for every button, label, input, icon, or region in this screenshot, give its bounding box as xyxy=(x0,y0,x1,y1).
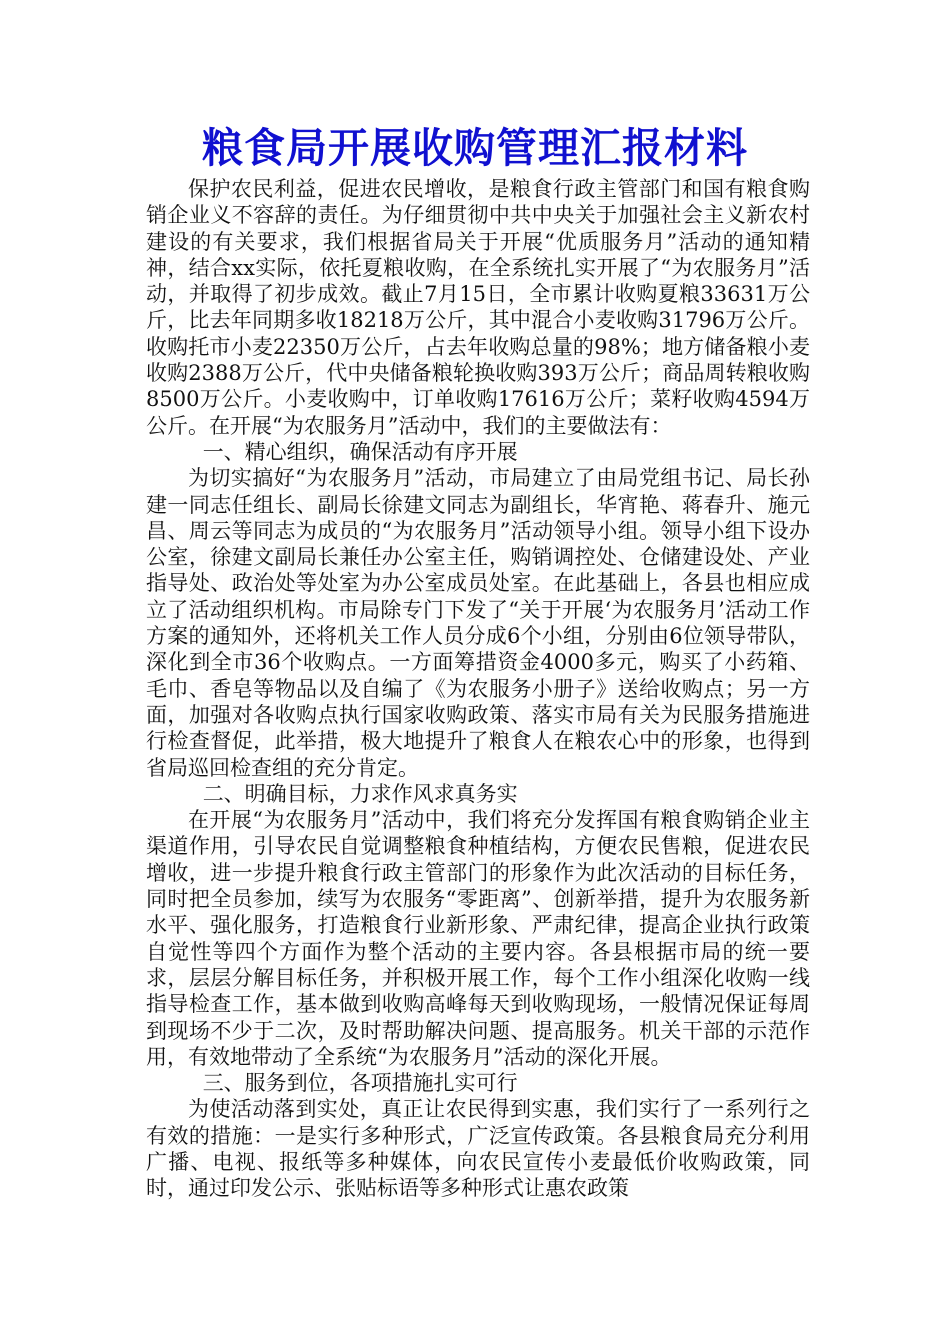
intro-paragraph: 保护农民利益，促进农民增收，是粮食行政主管部门和国有粮食购销企业义不容辞的责任。为仔细贯彻中共中央关于加强社会主义新农村建设的有关要求，我们根据省局关于开展“优质服务月”活动的通知精神，结合xx实际，依托夏粮收购，在全系统扎实开展了“为农服务月”活动，并取得了初步成效。截止7月15日，全市累计收购夏粮33631万公斤，比去年同期多收18218万公斤，其中混合小麦收购31796万公斤。收购托市小麦22350万公斤，占去年收购总量的98%；地方储备粮小麦收购2388万公斤，代中央储备粮轮换收购393万公斤；商品周转粮收购8500万公斤。小麦收购中，订单收购17616万公斤；菜籽收购4594万公斤。在开展“为农服务月”活动中，我们的主要做法有： xyxy=(146,177,810,438)
section-2-paragraph: 在开展“为农服务月”活动中，我们将充分发挥国有粮食购销企业主渠道作用，引导农民自觉调整粮食种植结构，方便农民售粮，促进农民增收，进一步提升粮食行政主管部门的形象作为此次活动的目标任务，同时把全员参加，续写为农服务“零距离”、创新举措，提升为农服务新水平、强化服务，打造粮食行业新形象、严肃纪律，提高企业执行政策自觉性等四个方面作为整个活动的主要内容。各县根据市局的统一要求，层层分解目标任务，并积极开展工作，每个工作小组深化收购一线指导检查工作，基本做到收购高峰每天到收购现场，一般情况保证每周到现场不少于二次，及时帮助解决问题、提高服务。机关干部的示范作用，有效地带动了全系统“为农服务月”活动的深化开展。 xyxy=(146,808,810,1069)
document-body xyxy=(146,176,810,1202)
document-title: 粮食局开展收购管理汇报材料 xyxy=(202,124,748,172)
section-heading-1: 一、精心组织，确保活动有序开展 xyxy=(202,439,518,464)
section-1-paragraph: 为切实搞好“为农服务月”活动，市局建立了由局党组书记、局长孙建一同志任组长、副局长徐建文同志为副组长，华宵艳、蒋春升、施元昌、周云等同志为成员的“为农服务月”活动领导小组。领导小组下设办公室，徐建文副局长兼任办公室主任，购销调控处、仓储建设处、产业指导处、政治处等处室为办公室成员处室。在此基础上，各县也相应成立了活动组织机构。市局除专门下发了“关于开展‘为农服务月’活动工作方案的通知外，还将机关工作人员分成6个小组，分别由6位领导带队，深化到全市36个收购点。一方面筹措资金4000多元，购买了小药箱、毛巾、香皂等物品以及自编了《为农服务小册子》送给收购点；另一方面，加强对各收购点执行国家收购政策、落实市局有关为民服务措施进行检查督促，此举措，极大地提升了粮食人在粮农心中的形象，也得到省局巡回检查组的充分肯定。 xyxy=(146,466,810,780)
section-heading-3: 三、服务到位，各项措施扎实可行 xyxy=(202,1071,518,1096)
section-3-paragraph: 为使活动落到实处，真正让农民得到实惠，我们实行了一系列行之有效的措施：一是实行多种形式，广泛宣传政策。各县粮食局充分利用广播、电视、报纸等多种媒体，向农民宣传小麦最低价收购政策，同时，通过印发公示、张贴标语等多种形式让惠农政策 xyxy=(146,1097,810,1201)
section-heading-2: 二、明确目标，力求作风求真务实 xyxy=(202,781,518,806)
